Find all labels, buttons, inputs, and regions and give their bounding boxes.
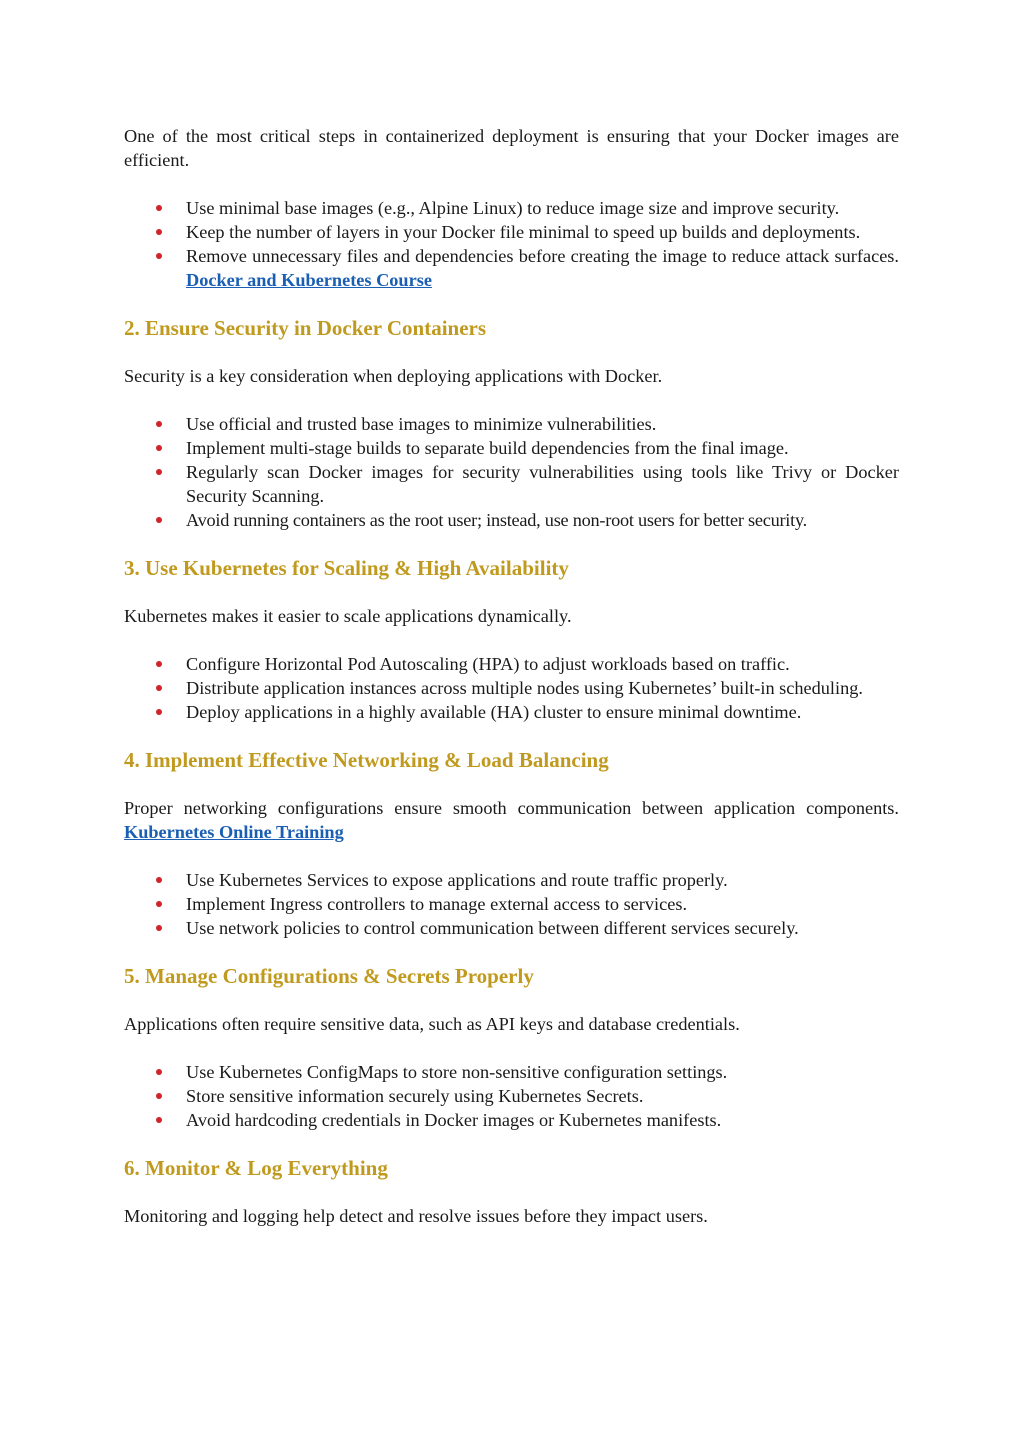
bullet-icon (156, 877, 162, 883)
security-list (124, 412, 899, 532)
bullet-icon (156, 517, 162, 523)
section-paragraph: Monitoring and logging help detect and resolve issues before they impact users. (124, 1206, 708, 1226)
intro-paragraph: One of the most critical steps in containerized deployment is ensuring that your Docker images are efficient. (124, 126, 899, 170)
section-heading-monitoring: 6. Monitor & Log Everything (124, 1156, 388, 1180)
list-item: Distribute application instances across multiple nodes using Kubernetes’ built-in scheduling. (124, 676, 899, 700)
list-item: Use official and trusted base images to minimize vulnerabilities. (124, 412, 899, 436)
list-item: Avoid hardcoding credentials in Docker images or Kubernetes manifests. (124, 1108, 899, 1132)
docker-kubernetes-course-link[interactable]: Docker and Kubernetes Course (186, 270, 432, 290)
list-item: Regularly scan Docker images for security vulnerabilities using tools like Trivy or Docker Security Scanning. (124, 460, 899, 508)
list-item: Avoid running containers as the root user; instead, use non-root users for better security. (124, 508, 899, 532)
kubernetes-online-training-link[interactable]: Kubernetes Online Training (124, 822, 344, 842)
bullet-icon (156, 901, 162, 907)
intro-list (124, 196, 899, 292)
list-item: Remove unnecessary files and dependencies before creating the image to reduce attack surfaces. Docker and Kubernetes Course (124, 244, 899, 292)
bullet-icon (156, 253, 162, 259)
section-heading-scaling: 3. Use Kubernetes for Scaling & High Availability (124, 556, 569, 580)
section-paragraph: Applications often require sensitive data, such as API keys and database credentials. (124, 1014, 740, 1034)
bullet-icon (156, 1069, 162, 1075)
bullet-icon (156, 685, 162, 691)
section-paragraph: Security is a key consideration when deploying applications with Docker. (124, 366, 663, 386)
section-paragraph: Kubernetes makes it easier to scale applications dynamically. (124, 606, 572, 626)
bullet-icon (156, 661, 162, 667)
bullet-icon (156, 229, 162, 235)
configurations-list (124, 1060, 899, 1132)
bullet-icon (156, 421, 162, 427)
list-item: Configure Horizontal Pod Autoscaling (HPA) to adjust workloads based on traffic. (124, 652, 899, 676)
bullet-icon (156, 925, 162, 931)
bullet-icon (156, 205, 162, 211)
section-heading-networking: 4. Implement Effective Networking & Load Balancing (124, 748, 609, 772)
list-item: Implement multi-stage builds to separate build dependencies from the final image. (124, 436, 899, 460)
section-paragraph: Proper networking configurations ensure smooth communication between application components. Kubernetes Online Training (124, 798, 899, 842)
list-item: Use Kubernetes ConfigMaps to store non-sensitive configuration settings. (124, 1060, 899, 1084)
section-heading-security: 2. Ensure Security in Docker Containers (124, 316, 487, 340)
list-item: Deploy applications in a highly available (HA) cluster to ensure minimal downtime. (124, 700, 899, 724)
networking-list (124, 868, 899, 940)
list-item: Keep the number of layers in your Docker file minimal to speed up builds and deployments. (124, 220, 899, 244)
list-item: Use network policies to control communication between different services securely. (124, 916, 899, 940)
bullet-icon (156, 1117, 162, 1123)
bullet-icon (156, 445, 162, 451)
document-page (124, 124, 899, 1252)
list-item: Store sensitive information securely using Kubernetes Secrets. (124, 1084, 899, 1108)
list-item: Use minimal base images (e.g., Alpine Linux) to reduce image size and improve security. (124, 196, 899, 220)
bullet-icon (156, 709, 162, 715)
section-heading-configurations: 5. Manage Configurations & Secrets Properly (124, 964, 534, 988)
bullet-icon (156, 1093, 162, 1099)
list-item: Use Kubernetes Services to expose applications and route traffic properly. (124, 868, 899, 892)
list-item: Implement Ingress controllers to manage external access to services. (124, 892, 899, 916)
scaling-list (124, 652, 899, 724)
bullet-icon (156, 469, 162, 475)
